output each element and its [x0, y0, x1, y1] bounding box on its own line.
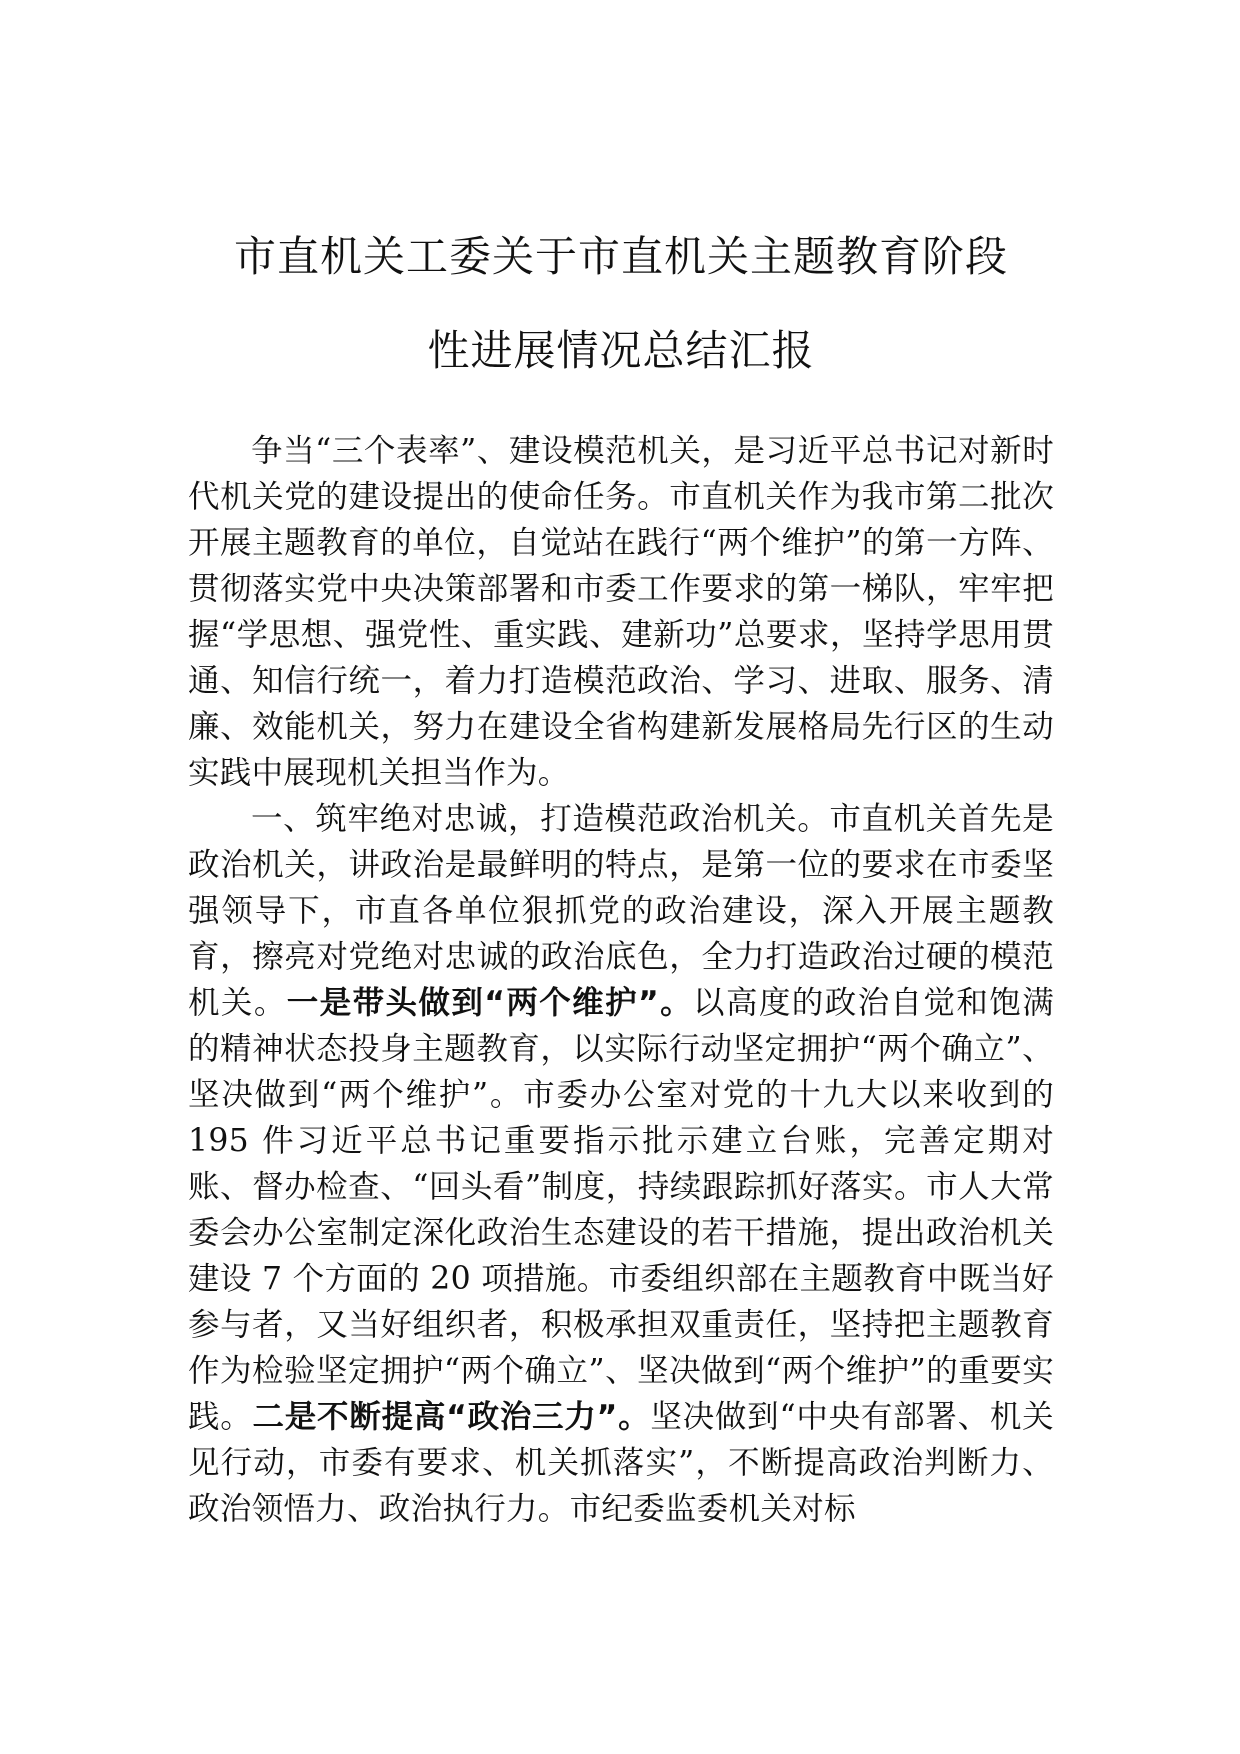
document-body: [188, 428, 1054, 1532]
point-two-heading: 二是不断提高“政治三力”。: [252, 1399, 651, 1435]
section-one-text-3: 坚决做到“中央有部署、机关见行动，市委有要求、机关抓落实”，不断提高政治判断力、政治领悟力、政治执行力。市纪委监委机关对标: [188, 1399, 1054, 1527]
title-line-1: 市直机关工委关于市直机关主题教育阶段: [233, 232, 1008, 281]
section-one-text-1: 市直机关首先是政治机关，讲政治是最鲜明的特点，是第一位的要求在市委坚强领导下，市直各单位狠抓党的政治建设，深入开展主题教育，擦亮对党绝对忠诚的政治底色，全力打造政治过硬的模范机关。: [188, 801, 1054, 1021]
document-title: [188, 210, 1054, 398]
intro-paragraph: 争当“三个表率”、建设模范机关，是习近平总书记对新时代机关党的建设提出的使命任务。市直机关作为我市第二批次开展主题教育的单位，自觉站在践行“两个维护”的第一方阵、贯彻落实党中央决策部署和市委工作要求的第一梯队，牢牢把握“学思想、强党性、重实践、建新功”总要求，坚持学思用贯通、知信行统一，着力打造模范政治、学习、进取、服务、清廉、效能机关，努力在建设全省构建新发展格局先行区的生动实践中展现机关担当作为。: [188, 433, 1054, 791]
title-line-2: 性进展情况总结汇报: [427, 326, 815, 375]
point-one-heading: 一是带头做到“两个维护”。: [286, 985, 694, 1021]
section-one-text-2: 以高度的政治自觉和饱满的精神状态投身主题教育，以实际行动坚定拥护“两个确立”、坚决做到“两个维护”。市委办公室对党的十九大以来收到的 195 件习近平总书记重要指示批示建立台账，完善定期对账、督办检查、“回头看”制度，持续跟踪抓好落实。市人大常委会办公室制定深化政治生态建设的若干措施，提出政治机关建设 7 个方面的 20 项措施。市委组织部在主题教育中既当好参与者，又当好组织者，积极承担双重责任，坚持把主题教育作为检验坚定拥护“两个确立”、坚决做到“两个维护”的重要实践。: [188, 985, 1054, 1435]
section-one-heading: 一、筑牢绝对忠诚，打造模范政治机关。: [251, 801, 830, 837]
section-one-paragraph: [188, 796, 1054, 1532]
document-page: [188, 0, 1054, 1754]
